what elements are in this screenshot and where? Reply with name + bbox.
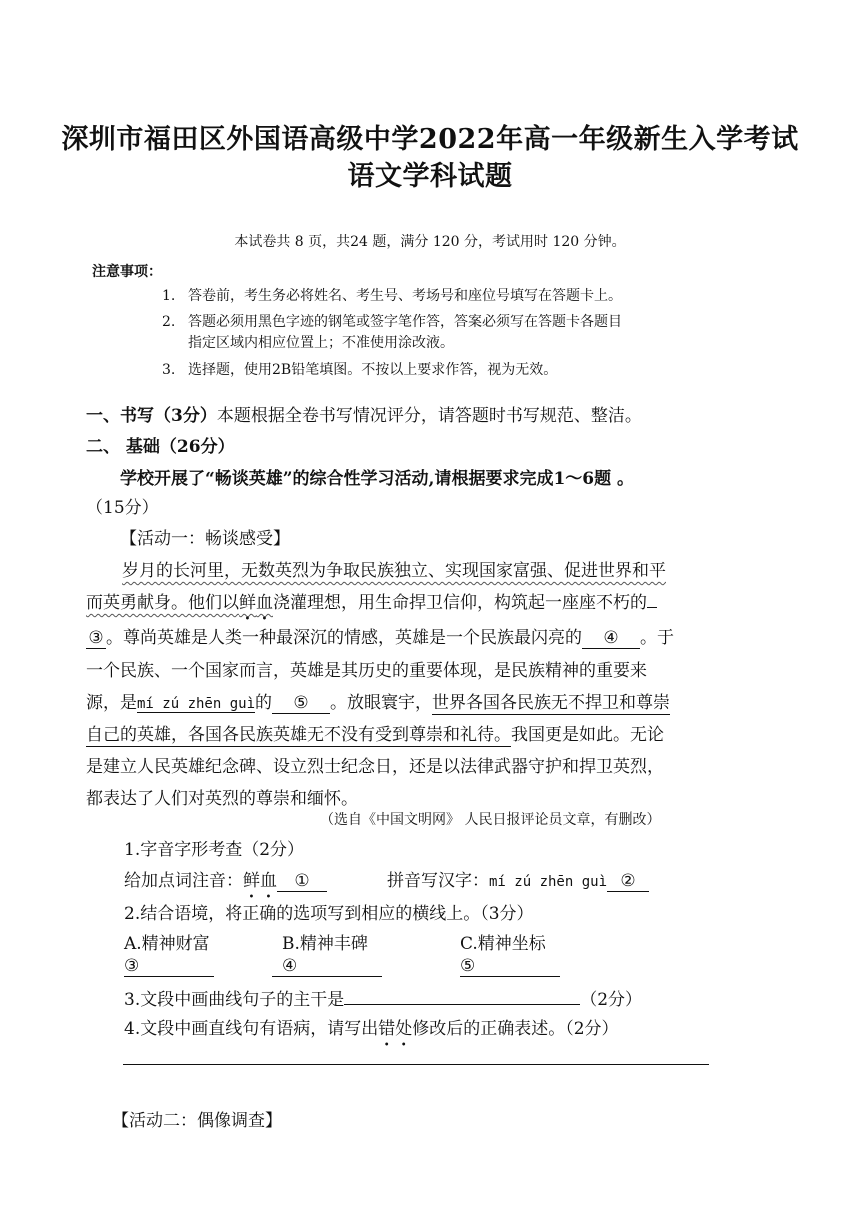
section-basics: 二、 基础（26分） <box>86 437 235 457</box>
passage-line: 岁月的长河里，无数英烈为争取民族独立、实现国家富强、促进世界和平 <box>122 561 666 581</box>
dotted-char: 鲜 <box>239 593 256 613</box>
question-3: 3.文段中画曲线句子的主干是 （2分） <box>124 990 643 1010</box>
question-2-option-a: A.精神财富 <box>124 934 210 954</box>
answer-blank-4[interactable]: ④ <box>272 956 382 977</box>
notice-heading: 注意事项： <box>92 264 162 280</box>
passage-line: 是建立人民英雄纪念碑、设立烈士纪念日，还是以法律武器守护和捍卫英烈， <box>86 757 664 777</box>
passage-line: ③ 。尊尚英雄是人类一种最深沉的情感，英雄是一个民族最闪亮的 ④ 。于 <box>86 623 674 649</box>
blank-4: ④ <box>582 628 640 649</box>
blank-3: ③ <box>86 628 106 649</box>
exam-title: 深圳市福田区外国语高级中学2022年高一年级新生入学考试 <box>61 124 799 155</box>
dotted-char: 血 <box>256 593 273 613</box>
exam-meta: 本试卷共 8 页，共24 题，满分 120 分，考试用时 120 分钟。 <box>234 234 626 250</box>
blank-5: ⑤ <box>272 693 330 714</box>
activity-two-heading: 【活动二：偶像调查】 <box>112 1111 282 1131</box>
question-4: 4.文段中画直线句有语病，请写出错处修改后的正确表述。（2分） <box>124 1019 619 1039</box>
section-writing: 一、书写（3分）本题根据全卷书写情况评分，请答题时书写规范、整洁。 <box>86 406 642 426</box>
notice-item: 3. 选择题，使用2B铅笔填图。不按以上要求作答，视为无效。 <box>162 362 558 378</box>
intro-text: 学校开展了“畅谈英雄”的综合性学习活动,请根据要求完成1～6题 。 <box>120 469 635 489</box>
passage-line: 自己的英雄，各国各民族英雄无不没有受到尊崇和礼待。我国更是如此。无论 <box>86 725 664 745</box>
passage-line: 一个民族、一个国家而言，英雄是其历史的重要体现，是民族精神的重要来 <box>86 661 647 681</box>
passage-line: 源，是mí zú zhēn guì的 ⑤ 。放眼寰宇，世界各国各民族无不捍卫和尊崇 <box>86 693 671 713</box>
answer-blank-3[interactable]: ③ <box>124 956 214 977</box>
intro-score: （15分） <box>86 498 159 518</box>
answer-blank-5[interactable]: ⑤ <box>460 956 560 977</box>
question-2-option-b: B.精神丰碑 <box>282 934 368 954</box>
activity-one-heading: 【活动一：畅谈感受】 <box>120 529 290 549</box>
passage-source: （选自《中国文明网》 人民日报评论员文章，有删改） <box>320 812 661 828</box>
passage-line: 而英勇献身。他们以鲜血浇灌理想，用生命捍卫信仰，构筑起一座座不朽的 <box>86 588 657 613</box>
passage-line: 都表达了人们对英烈的尊崇和缅怀。 <box>86 789 358 809</box>
answer-line-4[interactable] <box>123 1064 709 1065</box>
blank-2: ② <box>607 871 649 892</box>
blank-1: ① <box>277 871 327 892</box>
notice-item: 2. 答题必须用黑色字迹的钢笔或签字笔作答，答案必须写在答题卡各题目 <box>162 314 622 330</box>
notice-item: 指定区域内相应位置上；不准使用涂改液。 <box>188 335 454 351</box>
question-2-option-c: C.精神坐标 <box>460 934 546 954</box>
pinyin-underlined: mí zú zhēn guì <box>137 696 256 712</box>
notice-item: 1. 答卷前，考生务必将姓名、考生号、考场号和座位号填写在答题卡上。 <box>162 288 622 304</box>
straight-underlined-sentence: 自己的英雄，各国各民族英雄无不没有受到尊崇和礼待。 <box>86 725 511 745</box>
question-1-items: 给加点词注音：鲜血 ① 拼音写汉字：mí zú zhēn guì ② <box>124 866 649 892</box>
question-1: 1.字音字形考查（2分） <box>124 840 305 860</box>
question-2: 2.结合语境，将正确的选项写到相应的横线上。（3分） <box>124 904 534 924</box>
exam-subtitle: 语文学科试题 <box>347 161 513 192</box>
answer-line-3 <box>344 1004 580 1005</box>
